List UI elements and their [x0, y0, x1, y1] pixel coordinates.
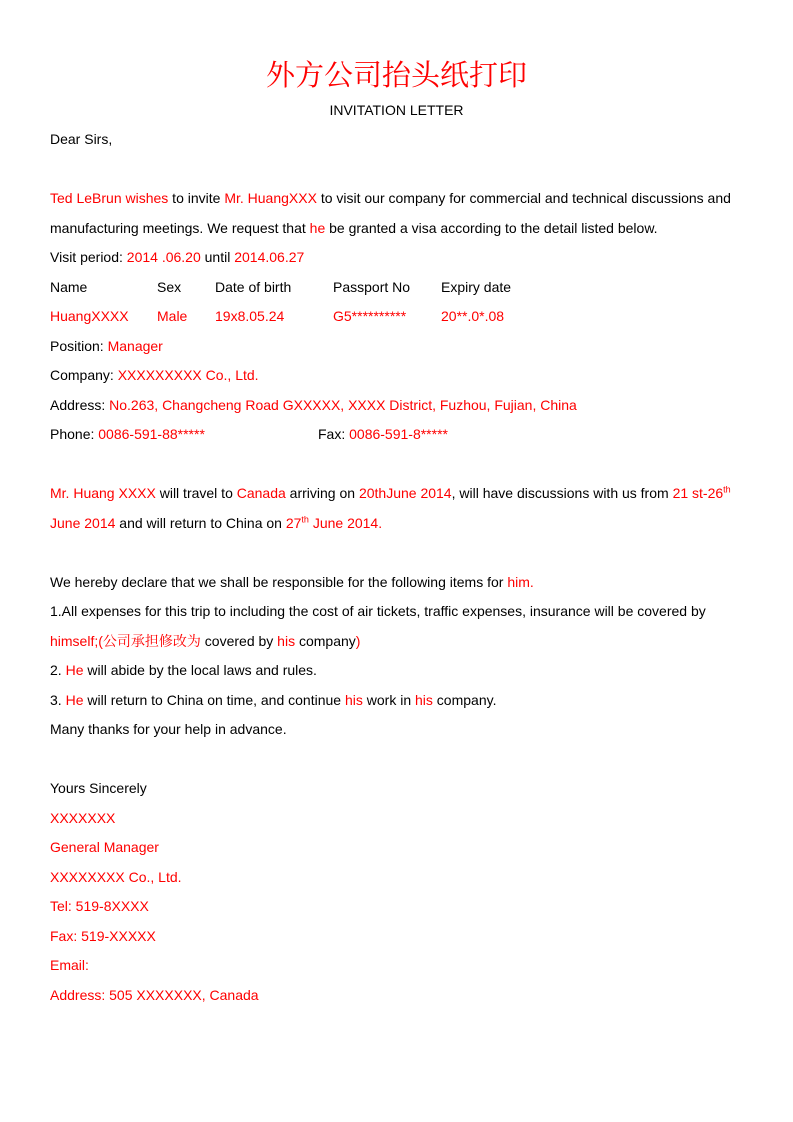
- cell-sex: Male: [157, 308, 188, 324]
- declaration-item-2: 2. He will abide by the local laws and rules.: [50, 662, 317, 678]
- cell-passport-no: G5**********: [333, 308, 407, 324]
- header-expiry-date: Expiry date: [441, 278, 512, 295]
- cell-date-of-birth: 19x8.05.24: [215, 308, 285, 324]
- signature-company: XXXXXXXX Co., Ltd.: [50, 868, 182, 885]
- cell-name: HuangXXXX: [50, 308, 129, 324]
- intro-paragraph: Ted LeBrun wishes to invite Mr. HuangXXX to visit our company for commercial and technical discussions and manufacturing meetings. We request that he be granted a visa according to the detail listed below.: [50, 190, 731, 236]
- header-date-of-birth: Date of birth: [215, 278, 292, 295]
- blank-line: [50, 155, 743, 185]
- blank-line: [50, 745, 743, 775]
- document-title: 外方公司抬头纸打印: [265, 58, 527, 92]
- cell-expiry-date: 20**.0*.08: [441, 308, 505, 324]
- visit-period-line: Visit period: 2014 .06.20 until 2014.06.27: [50, 249, 305, 265]
- signature-name: XXXXXXX: [50, 809, 116, 826]
- declaration-line: We hereby declare that we shall be responsible for the following items for him.: [50, 573, 534, 590]
- header-sex: Sex: [157, 278, 182, 295]
- fax-segment: Fax: 0086-591-8*****: [318, 426, 448, 442]
- signature-email: Email:: [50, 957, 89, 973]
- signature-fax: Fax: 519-XXXXX: [50, 927, 156, 944]
- visitor-table-header: [50, 273, 743, 303]
- header-name: Name: [50, 278, 88, 295]
- company-line: Company: XXXXXXXXX Co., Ltd.: [50, 367, 259, 383]
- signature-address: Address: 505 XXXXXXX, Canada: [50, 986, 259, 1003]
- signature-title: General Manager: [50, 839, 159, 855]
- declaration-item-3: 3. He will return to China on time, and continue his work in his company.: [50, 691, 497, 708]
- position-line: Position: Manager: [50, 337, 163, 354]
- blank-line: [50, 538, 743, 568]
- header-passport-no: Passport No: [333, 278, 411, 295]
- salutation: Dear Sirs,: [50, 131, 113, 147]
- travel-paragraph: Mr. Huang XXXX will travel to Canada arriving on 20thJune 2014, will have discussions with us from 21 st-26th June 2014 and will return to China on 27th June 2014.: [50, 484, 731, 531]
- declaration-item-1: 1.All expenses for this trip to including the cost of air tickets, traffic expenses, insurance will be covered by himself;(公司承担修改为 covered by his company): [50, 603, 706, 649]
- signature-tel: Tel: 519-8XXXX: [50, 898, 149, 914]
- closing-line: Yours Sincerely: [50, 780, 147, 796]
- letter-body: [50, 125, 743, 1010]
- thanks-line: Many thanks for your help in advance.: [50, 721, 287, 737]
- address-line: Address: No.263, Changcheng Road GXXXXX, XXXX District, Fuzhou, Fujian, China: [50, 396, 577, 413]
- phone-segment: Phone: 0086-591-88*****: [50, 426, 205, 442]
- phone-fax-line: [50, 420, 743, 450]
- visitor-table-row: [50, 302, 743, 332]
- blank-line: [50, 450, 743, 480]
- document-subtitle: INVITATION LETTER: [329, 102, 464, 118]
